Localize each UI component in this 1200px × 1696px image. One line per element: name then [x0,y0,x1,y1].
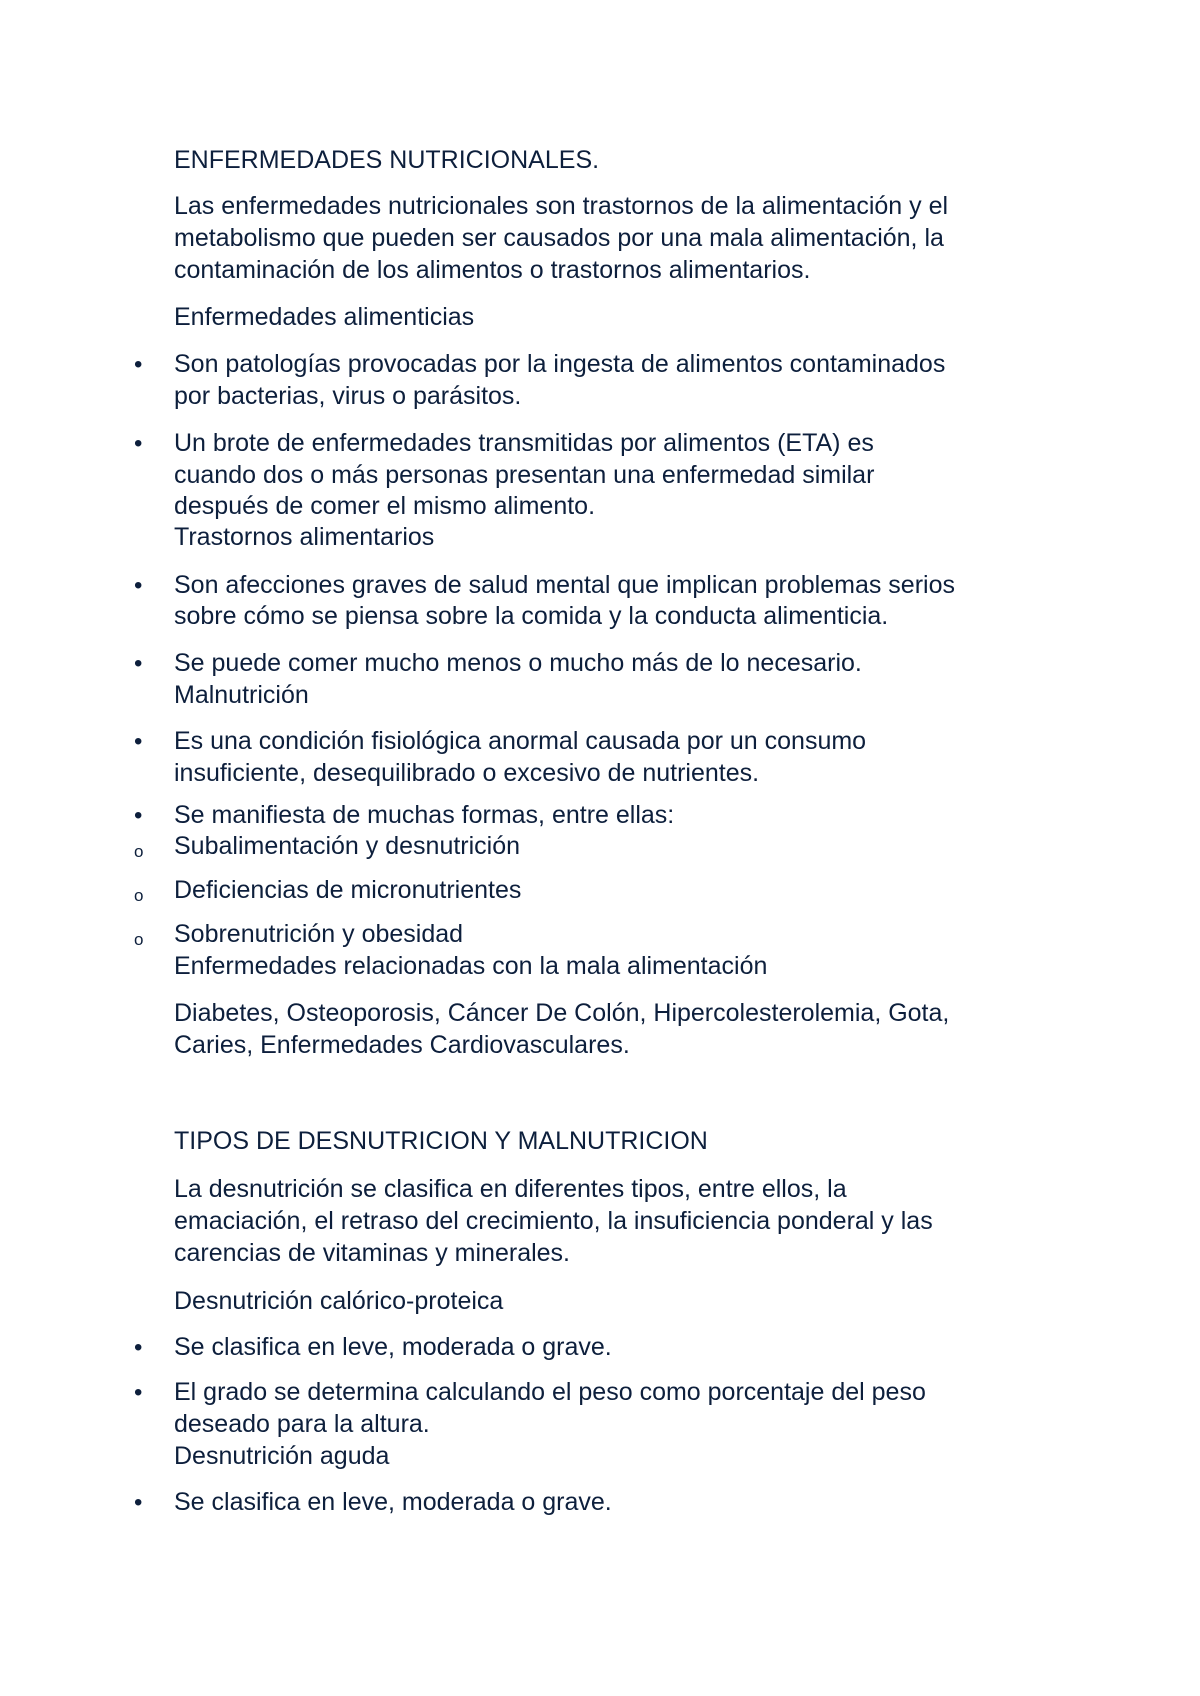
bullet-icon: • [134,1334,143,1361]
section-title: ENFERMEDADES NUTRICIONALES. [174,146,600,174]
subheading: Malnutrición [174,681,309,709]
bullet-text: Es una condición fisiológica anormal causada por un consumo [174,727,867,755]
bullet-icon: • [134,1379,143,1406]
bullet-text: Se clasifica en leve, moderada o grave. [174,1333,612,1361]
bullet-text: sobre cómo se piensa sobre la comida y la conducta alimenticia. [174,602,889,630]
bullet-icon: • [134,351,143,378]
bullet-text: El grado se determina calculando el peso como porcentaje del peso [174,1378,926,1406]
bullet-text: Son afecciones graves de salud mental que implican problemas serios [174,571,955,599]
intro-line: La desnutrición se clasifica en diferentes tipos, entre ellos, la [174,1175,847,1203]
bullet-icon: • [134,802,143,829]
sub-bullet-text: Subalimentación y desnutrición [174,832,521,860]
bullet-text: después de comer el mismo alimento. [174,492,596,520]
sub-bullet-text: Sobrenutrición y obesidad [174,920,464,948]
bullet-text: Se manifiesta de muchas formas, entre ellas: [174,801,675,829]
bullet-text: Un brote de enfermedades transmitidas por alimentos (ETA) es [174,429,874,457]
intro-line: emaciación, el retraso del crecimiento, la insuficiencia ponderal y las [174,1207,933,1235]
intro-line: metabolismo que pueden ser causados por una mala alimentación, la [174,224,944,252]
bullet-icon: • [134,572,143,599]
sub-bullet-text: Deficiencias de micronutrientes [174,876,522,904]
subheading: Desnutrición aguda [174,1442,390,1470]
bullet-text: Se clasifica en leve, moderada o grave. [174,1488,612,1516]
paragraph-line: Caries, Enfermedades Cardiovasculares. [174,1031,630,1059]
section-title: TIPOS DE DESNUTRICION Y MALNUTRICION [174,1127,708,1155]
subheading: Enfermedades relacionadas con la mala alimentación [174,952,768,980]
subheading: Trastornos alimentarios [174,523,435,551]
sub-bullet-icon: o [134,930,144,949]
intro-line: contaminación de los alimentos o trastornos alimentarios. [174,256,811,284]
sub-bullet-icon: o [134,886,144,905]
subheading: Desnutrición calórico-proteica [174,1287,504,1315]
bullet-text: cuando dos o más personas presentan una enfermedad similar [174,461,875,489]
bullet-icon: • [134,430,143,457]
bullet-text: Son patologías provocadas por la ingesta de alimentos contaminados [174,350,946,378]
bullet-text: Se puede comer mucho menos o mucho más de lo necesario. [174,649,862,677]
bullet-text: deseado para la altura. [174,1410,430,1438]
bullet-text: por bacterias, virus o parásitos. [174,382,522,410]
bullet-text: insuficiente, desequilibrado o excesivo de nutrientes. [174,759,760,787]
bullet-icon: • [134,728,143,755]
intro-line: carencias de vitaminas y minerales. [174,1239,570,1267]
intro-line: Las enfermedades nutricionales son trastornos de la alimentación y el [174,192,949,220]
subheading: Enfermedades alimenticias [174,303,475,331]
bullet-icon: • [134,1489,143,1516]
sub-bullet-icon: o [134,842,144,861]
bullet-icon: • [134,650,143,677]
paragraph-line: Diabetes, Osteoporosis, Cáncer De Colón, Hipercolesterolemia, Gota, [174,999,950,1027]
